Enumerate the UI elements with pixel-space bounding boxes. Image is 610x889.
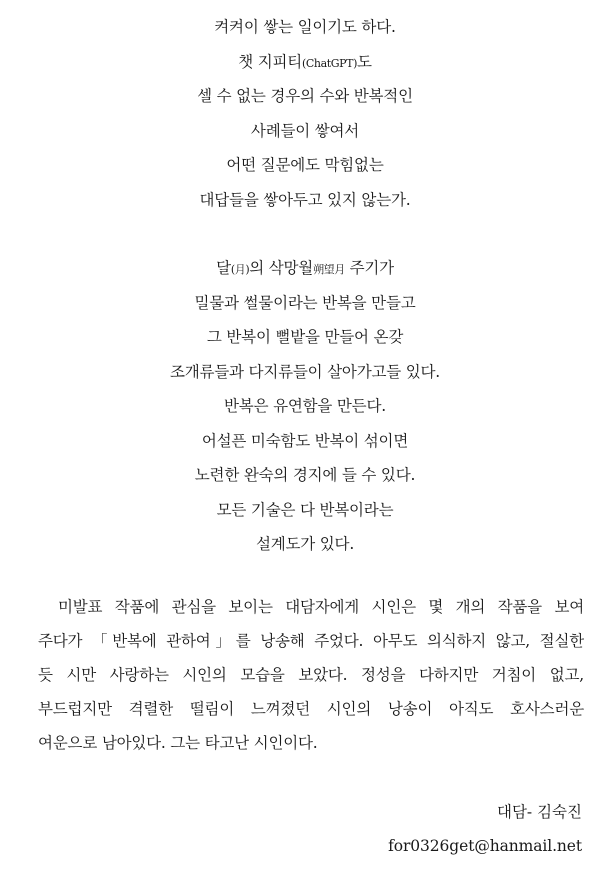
poem-line: 반복은 유연함을 만든다.	[224, 397, 386, 415]
poem-text: 도	[357, 52, 372, 71]
commentary-line: 여운으로 남아있다. 그는 타고난 시인이다.	[38, 734, 318, 752]
poem-line: 어떤 질문에도 막힘없는	[226, 156, 384, 174]
poem-line: 켜켜이 쌓는 일이기도 하다.	[214, 18, 396, 36]
poem-text: 챗 지피티	[238, 52, 303, 71]
poem-line: 셀 수 없는 경우의 수와 반복적인	[197, 87, 413, 105]
contact-email: for0326get@hanmail.net	[388, 837, 582, 855]
poem-line-moon	[0, 251, 610, 286]
commentary-line: 부드럽지만 격렬한 떨림이 느껴졌던 시인의 낭송이 아직도 호사스러운	[38, 700, 584, 718]
poem-annotation: 朔望月	[313, 263, 345, 276]
poem-line: 대답들을 쌓아두고 있지 않는가.	[199, 190, 411, 209]
poem-annotation: (ChatGPT)	[302, 56, 358, 70]
poem-line: 그 반복이 뻘밭을 만들어 온갖	[206, 328, 404, 346]
poem-text: 달	[216, 259, 231, 277]
poem-line: 설계도가 있다.	[255, 535, 355, 553]
commentary-paragraph	[38, 590, 584, 760]
poem-text: 의 삭망월	[249, 259, 314, 277]
commentary-line: 주다가 「반복에 관하여」를 낭송해 주었다. 아무도 의식하지 않고, 절실한	[38, 632, 584, 650]
poem-line: 사례들이 쌓여서	[250, 121, 360, 140]
poem-stanza-2	[0, 251, 610, 562]
poem-line: 밀물과 썰물이라는 반복을 만들고	[194, 293, 416, 312]
poem-line: 모든 기술은 다 반복이라는	[216, 500, 394, 519]
poem-text: 주기가	[344, 259, 394, 277]
poem-line-chatgpt	[0, 45, 610, 80]
poem-line: 노련한 완숙의 경지에 들 수 있다.	[194, 466, 416, 484]
poem-stanza-1	[0, 10, 610, 217]
commentary-line: 미발표 작품에 관심을 보이는 대담자에게 시인은 몇 개의 작품을 보여	[58, 598, 584, 616]
commentary-line: 듯 시만 사랑하는 시인의 모습을 보았다. 정성을 다하지만 거침이 없고,	[38, 666, 584, 684]
poem-annotation: (月)	[230, 263, 250, 276]
poem-line: 조개류들과 다지류들이 살아가고들 있다.	[169, 362, 441, 381]
interviewer-signature: 대담- 김숙진	[496, 803, 582, 821]
poem-line: 어설픈 미숙함도 반복이 섞이면	[201, 431, 409, 450]
